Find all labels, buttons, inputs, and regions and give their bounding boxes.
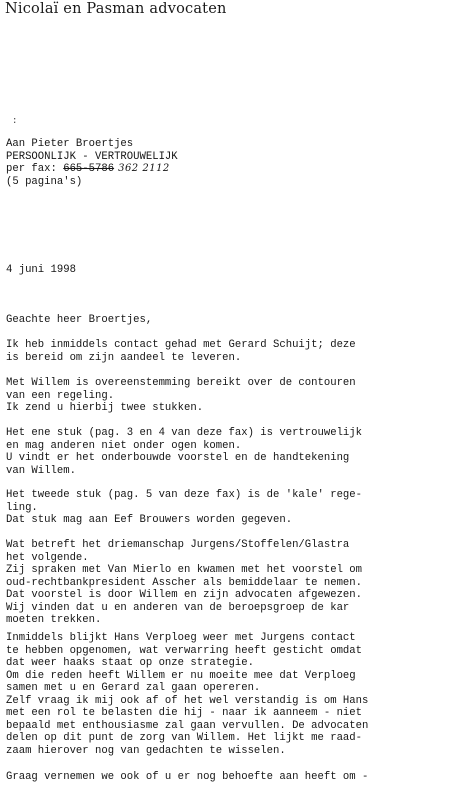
text-line: en mag anderen niet onder ogen komen. <box>6 439 242 452</box>
text-line: U vindt er het onderbouwde voorstel en de handtekening <box>6 452 350 464</box>
text-line: Het ene stuk (pag. 3 en 4 van deze fax) is vertrouwelijk <box>6 427 363 439</box>
paragraph-4 <box>6 489 362 527</box>
text-line: Het tweede stuk (pag. 5 van deze fax) is de 'kale' rege- <box>6 489 363 501</box>
text-line: Ik heb inmiddels contact gehad met Gerard Schuijt; deze <box>6 339 356 351</box>
text-line: ling. <box>6 501 38 514</box>
fax-number-handwritten: 362 2112 <box>118 163 170 174</box>
page-count: (5 pagina's) <box>6 175 83 188</box>
fax-label: per fax: <box>6 163 64 175</box>
text-line: moeten trekken. <box>6 614 102 626</box>
text-line: Wat betreft het driemanschap Jurgens/Stoffelen/Glastra <box>6 539 350 551</box>
text-line: Zelf vraag ik mij ook af of het wel verstandig is om Hans <box>6 694 369 707</box>
text-line: het volgende. <box>6 551 89 564</box>
text-line: Inmiddels blijkt Hans Verploeg weer met Jurgens contact <box>6 632 356 644</box>
text-line: dat weer haaks staat op onze strategie. <box>6 657 254 669</box>
text-line: Met Willem is overeenstemming bereikt over de contouren <box>6 377 356 389</box>
text-line: samen met u en Gerard zal gaan opereren. <box>6 682 261 694</box>
text-line: Wij vinden dat u en anderen van de beroepsgroep de kar <box>6 601 350 614</box>
letterhead-firm-name: Nicolaï en Pasman advocaten <box>5 1 227 17</box>
fax-line <box>6 163 178 176</box>
text-line: Zij spraken met Van Mierlo en kwamen met het voorstel om <box>6 564 363 576</box>
text-line: bepaald met enthousiasme zal gaan vervullen. De advocaten <box>6 719 369 732</box>
text-line: oud-rechtbankpresident Asscher als bemiddelaar te nemen. <box>6 576 363 589</box>
text-line: te hebben opgenomen, wat verwarring heeft gesticht omdat <box>6 644 363 657</box>
letter-date: 4 juni 1998 <box>6 264 76 276</box>
text-line: met een rol te belasten die hij - naar ik aanneem - niet <box>6 707 363 719</box>
text-line: Graag vernemen we ook of u er nog behoefte aan heeft om - <box>6 771 369 783</box>
paragraph-2 <box>6 377 356 415</box>
paragraph-6 <box>6 632 368 757</box>
text-line: Ik zend u hierbij twee stukken. <box>6 402 204 414</box>
paragraph-1 <box>6 339 356 364</box>
recipient-name: Aan Pieter Broertjes <box>6 138 134 150</box>
text-line: van een regeling. <box>6 389 115 402</box>
fax-number-struck: 665-5786 <box>63 163 115 175</box>
fax-marks: : <box>12 116 18 126</box>
text-line: Dat voorstel is door Willem en zijn advocaten afgewezen. <box>6 589 363 601</box>
address-block <box>6 138 178 188</box>
confidential-notice: PERSOONLIJK - VERTROUWELIJK <box>6 150 178 163</box>
salutation: Geachte heer Broertjes, <box>6 314 153 326</box>
text-line: zaam hierover nog van gedachten te wisselen. <box>6 744 286 757</box>
paragraph-5 <box>6 539 362 627</box>
text-line: Om die reden heeft Willem er nu moeite mee dat Verploeg <box>6 669 356 682</box>
paragraph-3 <box>6 427 362 477</box>
paragraph-7 <box>6 771 368 784</box>
text-line: van Willem. <box>6 464 76 477</box>
text-line: delen op dit punt de zorg van Willem. Het lijkt me raad- <box>6 732 363 744</box>
text-line: is bereid om zijn aandeel te leveren. <box>6 351 242 364</box>
text-line: Dat stuk mag aan Eef Brouwers worden gegeven. <box>6 514 293 526</box>
